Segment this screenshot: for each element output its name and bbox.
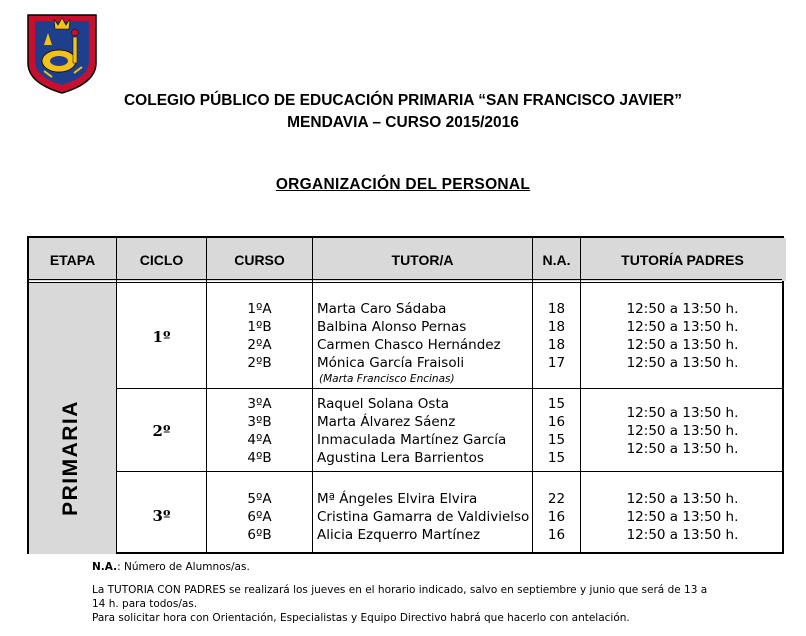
na-cell: 17 bbox=[547, 355, 566, 371]
tutor-cell: Agustina Lera Barrientos bbox=[317, 450, 484, 466]
na-cell: 16 bbox=[547, 527, 566, 543]
na-cell: 18 bbox=[547, 319, 566, 335]
tutoria-cell: 12:50 a 13:50 h. bbox=[626, 423, 739, 439]
tutoria-cell: 12:50 a 13:50 h. bbox=[626, 355, 739, 371]
tutoria-cell: 12:50 a 13:50 h. bbox=[626, 319, 739, 335]
ciclo-label: 3º bbox=[152, 507, 171, 525]
na-cell: 16 bbox=[547, 509, 566, 525]
tutor-cell: Inmaculada Martínez García bbox=[317, 432, 507, 448]
tutor-cell: Marta Álvarez Sáenz bbox=[317, 414, 456, 430]
curso-cell: 3ºB bbox=[247, 414, 272, 430]
tutoria-cell: 12:50 a 13:50 h. bbox=[626, 337, 739, 353]
tutoria-cell: 12:50 a 13:50 h. bbox=[626, 441, 739, 457]
ciclo-label: 1º bbox=[152, 328, 171, 346]
substitute-tutor: (Marta Francisco Encinas) bbox=[319, 373, 455, 385]
school-shield-logo bbox=[26, 13, 98, 95]
school-location-year: MENDAVIA – CURSO 2015/2016 bbox=[287, 114, 519, 131]
tutor-cell: Balbina Alonso Pernas bbox=[317, 319, 467, 335]
tutoria-cell: 12:50 a 13:50 h. bbox=[626, 491, 739, 507]
tutoria-cell: 12:50 a 13:50 h. bbox=[626, 527, 739, 543]
header-curso: CURSO bbox=[234, 252, 285, 268]
note-line-1: La TUTORIA CON PADRES se realizará los jueves en el horario indicado, salvo en septiembre y junio que será de 13 a bbox=[92, 584, 708, 596]
curso-cell: 2ºA bbox=[247, 337, 272, 353]
tutoria-cell: 12:50 a 13:50 h. bbox=[626, 405, 739, 421]
staff-table bbox=[27, 236, 784, 554]
tutor-cell: Mª Ángeles Elvira Elvira bbox=[317, 491, 478, 507]
tutor-cell: Raquel Solana Osta bbox=[317, 396, 450, 412]
curso-cell: 1ºA bbox=[247, 301, 272, 317]
tutor-cell: Cristina Gamarra de Valdivielso bbox=[317, 509, 530, 525]
tutor-cell: Marta Caro Sádaba bbox=[317, 301, 447, 317]
header-na: N.A. bbox=[542, 252, 571, 268]
tutor-cell: Carmen Chasco Hernández bbox=[317, 337, 501, 353]
note-line-2: 14 h. para todos/as. bbox=[92, 598, 198, 610]
curso-cell: 4ºA bbox=[247, 432, 272, 448]
na-cell: 15 bbox=[547, 396, 566, 412]
note-na bbox=[92, 561, 250, 573]
note-line-3: Para solicitar hora con Orientación, Especialistas y Equipo Directivo habrá que hacerlo con antelación. bbox=[92, 612, 630, 624]
curso-cell: 5ºA bbox=[247, 491, 272, 507]
curso-cell: 2ºB bbox=[247, 355, 272, 371]
na-cell: 16 bbox=[547, 414, 566, 430]
na-cell: 15 bbox=[547, 432, 566, 448]
na-cell: 22 bbox=[547, 491, 566, 507]
header-etapa: ETAPA bbox=[49, 252, 96, 268]
note-na-text: : Número de Alumnos/as. bbox=[117, 561, 250, 573]
school-name: COLEGIO PÚBLICO DE EDUCACIÓN PRIMARIA “SAN FRANCISCO JAVIER” bbox=[123, 92, 683, 109]
header-ciclo: CICLO bbox=[139, 252, 184, 268]
tutor-cell: Mónica García Fraisoli bbox=[317, 355, 465, 371]
note-na-label: N.A. bbox=[92, 561, 118, 573]
section-title: ORGANIZACIÓN DEL PERSONAL bbox=[275, 176, 531, 193]
curso-cell: 1ºB bbox=[247, 319, 272, 335]
header-tutoria: TUTORÍA PADRES bbox=[621, 252, 744, 268]
curso-cell: 6ºB bbox=[247, 527, 272, 543]
tutoria-cell: 12:50 a 13:50 h. bbox=[626, 509, 739, 525]
na-cell: 18 bbox=[547, 301, 566, 317]
etapa-label: PRIMARIA bbox=[59, 400, 82, 516]
ciclo-label: 2º bbox=[152, 422, 171, 440]
na-cell: 15 bbox=[547, 450, 566, 466]
header-tutor: TUTOR/A bbox=[391, 252, 454, 268]
curso-cell: 6ºA bbox=[247, 509, 272, 525]
tutor-cell: Alicia Ezquerro Martínez bbox=[317, 527, 481, 543]
curso-cell: 3ºA bbox=[247, 396, 272, 412]
curso-cell: 4ºB bbox=[247, 450, 272, 466]
tutoria-cell: 12:50 a 13:50 h. bbox=[626, 301, 739, 317]
etapa-cell bbox=[29, 283, 116, 554]
na-cell: 18 bbox=[547, 337, 566, 353]
